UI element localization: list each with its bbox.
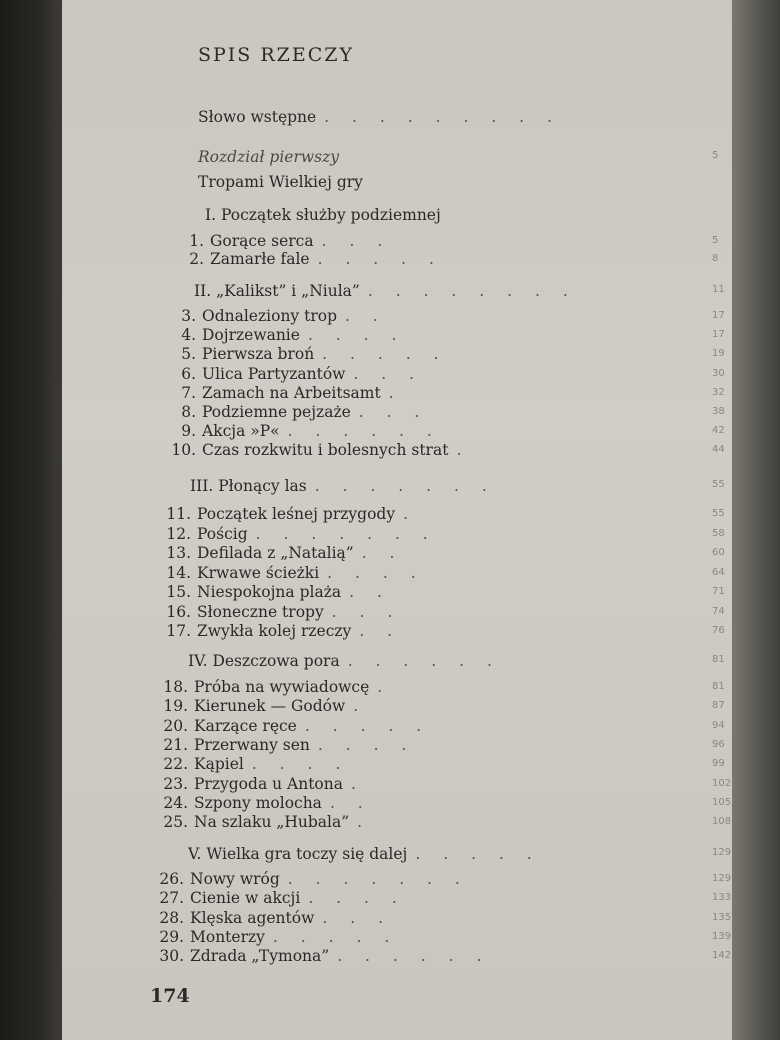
toc-entry xyxy=(162,441,470,459)
entry-title: Cienie w akcji xyxy=(190,889,301,907)
leader-dots: . . . xyxy=(353,365,424,383)
toc-entry xyxy=(157,603,401,621)
toc-entry xyxy=(157,622,401,640)
page-edge xyxy=(732,0,780,1040)
leader-dots: . . xyxy=(329,794,372,812)
page-ref: 102 xyxy=(712,778,732,789)
entry-title: Pierwsza broń xyxy=(202,345,315,363)
entry-title: Początek leśnej przygody xyxy=(197,505,396,523)
page-ref: 55 xyxy=(712,508,725,519)
entry-title: Monterzy xyxy=(190,928,265,946)
leader-dots: . . . . xyxy=(317,736,416,754)
toc-entry xyxy=(154,717,430,735)
entry-number: 27. xyxy=(159,889,184,907)
page-ref: 32 xyxy=(712,387,725,398)
toc-entry xyxy=(162,326,405,344)
entry-title: Rozdział pierwszy xyxy=(198,148,340,166)
entry-title: Kąpiel xyxy=(194,755,244,773)
entry-number: 26. xyxy=(159,870,184,888)
entry-title: Ulica Partyzantów xyxy=(202,365,346,383)
entry-title: V. Wielka gra toczy się dalej xyxy=(188,845,408,863)
entry-title: Zwykła kolej rzeczy xyxy=(197,622,352,640)
page-ref: 96 xyxy=(712,739,725,750)
entry-number: 29. xyxy=(159,928,184,946)
entry-number: 23. xyxy=(163,775,188,793)
toc-entry xyxy=(157,505,417,523)
leader-dots: . . xyxy=(359,622,402,640)
toc-entry xyxy=(157,544,403,562)
part-label xyxy=(198,148,339,166)
toc-entry xyxy=(170,250,443,268)
leader-dots: . xyxy=(350,775,365,793)
section-heading xyxy=(205,206,441,224)
entry-title: Na szlaku „Hubala” xyxy=(194,813,350,831)
page-ref: 19 xyxy=(712,348,725,359)
toc-entry xyxy=(154,678,391,696)
entry-number: 17. xyxy=(166,622,191,640)
leader-dots: . . . . . . . xyxy=(255,525,437,543)
page-ref: 44 xyxy=(712,444,725,455)
page-ref: 81 xyxy=(712,681,725,692)
entry-title: Słowo wstępne xyxy=(198,108,317,126)
entry-title: Tropami Wielkiej gry xyxy=(198,173,363,191)
leader-dots: . . . . . . xyxy=(287,422,441,440)
foreword-line xyxy=(198,108,561,126)
entry-title: III. Płonący las xyxy=(190,477,307,495)
page-ref: 64 xyxy=(712,567,725,578)
leader-dots: . . . xyxy=(358,403,429,421)
entry-title: Karzące ręce xyxy=(194,717,297,735)
page-ref: 42 xyxy=(712,425,725,436)
leader-dots: . xyxy=(388,384,403,402)
leader-dots: . . . . . . xyxy=(337,947,491,965)
entry-number: 7. xyxy=(181,384,196,402)
toc-entry xyxy=(157,564,425,582)
toc-entry xyxy=(162,365,423,383)
entry-number: 6. xyxy=(181,365,196,383)
leader-dots: . . . . . . xyxy=(347,652,501,670)
leader-dots: . xyxy=(456,441,471,459)
entry-title: Zamarłe fale xyxy=(210,250,310,268)
entry-title: Przygoda u Antona xyxy=(194,775,343,793)
page-ref: 30 xyxy=(712,368,725,379)
entry-number: 25. xyxy=(163,813,188,831)
leader-dots: . xyxy=(403,505,418,523)
entry-title: Szpony molocha xyxy=(194,794,322,812)
section-heading xyxy=(190,477,496,495)
leader-dots: . . xyxy=(361,544,404,562)
page-ref: 105 xyxy=(712,797,732,808)
toc-entry xyxy=(150,870,469,888)
entry-title: Zdrada „Tymona” xyxy=(190,947,330,965)
entry-title: I. Początek służby podziemnej xyxy=(205,206,441,224)
page-ref: 5 xyxy=(712,235,719,246)
leader-dots: . . . . . xyxy=(322,345,448,363)
entry-number: 14. xyxy=(166,564,191,582)
page-ref: 139 xyxy=(712,931,732,942)
entry-title: Odnaleziony trop xyxy=(202,307,337,325)
page-ref: 55 xyxy=(712,479,725,490)
entry-title: Zamach na Arbeitsamt xyxy=(202,384,381,402)
leader-dots: . . xyxy=(345,307,387,325)
leader-dots: . . . . . . . xyxy=(314,477,496,495)
page-ref: 99 xyxy=(712,758,725,769)
entry-title: Gorące serca xyxy=(210,232,314,250)
entry-number: 9. xyxy=(181,422,196,440)
entry-title: Kierunek — Godów xyxy=(194,697,346,715)
page-ref: 11 xyxy=(712,284,725,295)
entry-number: 24. xyxy=(163,794,188,812)
page-ref: 8 xyxy=(712,253,719,264)
entry-number: 19. xyxy=(163,697,188,715)
entry-number: 21. xyxy=(163,736,188,754)
toc-entry xyxy=(162,422,441,440)
page-ref: 129 xyxy=(712,873,732,884)
entry-title: Klęska agentów xyxy=(190,909,315,927)
entry-title: Pościg xyxy=(197,525,248,543)
entry-title: II. „Kalikst” i „Niula” xyxy=(194,282,360,300)
entry-number: 10. xyxy=(171,441,196,459)
leader-dots: . . . . . . . . . xyxy=(324,108,561,126)
toc-entry xyxy=(162,307,387,325)
entry-number: 18. xyxy=(163,678,188,696)
entry-number: 16. xyxy=(166,603,191,621)
leader-dots: . xyxy=(377,678,392,696)
leader-dots: . . . . xyxy=(307,326,406,344)
toc-entry xyxy=(162,384,403,402)
leader-dots: . . . . . xyxy=(415,845,541,863)
section-heading xyxy=(188,845,541,863)
leader-dots: . . . . . xyxy=(317,250,443,268)
entry-title: Czas rozkwitu i bolesnych strat xyxy=(202,441,449,459)
section-heading xyxy=(194,282,577,300)
toc-entry xyxy=(154,755,349,773)
toc-entry xyxy=(150,889,406,907)
entry-number: 8. xyxy=(181,403,196,421)
leader-dots: . . . . xyxy=(327,564,425,582)
entry-number: 28. xyxy=(159,909,184,927)
leader-dots: . xyxy=(357,813,372,831)
book-spine-shadow xyxy=(0,0,70,1040)
entry-number: 11. xyxy=(166,505,191,523)
page-title: SPIS RZECZY xyxy=(198,44,355,66)
entry-number: 22. xyxy=(163,755,188,773)
toc-entry xyxy=(162,345,448,363)
page-ref: 58 xyxy=(712,528,725,539)
leader-dots: . . xyxy=(349,583,391,601)
toc-entry xyxy=(154,794,372,812)
page-ref: 94 xyxy=(712,720,725,731)
entry-number: 13. xyxy=(166,544,191,562)
toc-entry xyxy=(157,525,437,543)
page-ref: 74 xyxy=(712,606,725,617)
page-ref: 135 xyxy=(712,912,732,923)
page-ref: 133 xyxy=(712,892,732,903)
leader-dots: . . . . xyxy=(308,889,406,907)
page-ref: 38 xyxy=(712,406,725,417)
page-ref: 17 xyxy=(712,310,725,321)
page-ref: 71 xyxy=(712,586,725,597)
leader-dots: . . . xyxy=(331,603,402,621)
entry-title: Przerwany sen xyxy=(194,736,310,754)
entry-title: IV. Deszczowa pora xyxy=(188,652,340,670)
page-ref: 5 xyxy=(712,150,719,161)
page-ref: 60 xyxy=(712,547,725,558)
part-title xyxy=(198,173,363,191)
entry-number: 3. xyxy=(181,307,196,325)
page-ref: 76 xyxy=(712,625,725,636)
entry-title: Słoneczne tropy xyxy=(197,603,324,621)
leader-dots: . . . . xyxy=(251,755,350,773)
leader-dots: . . . . . xyxy=(272,928,399,946)
entry-number: 1. xyxy=(189,232,204,250)
entry-number: 2. xyxy=(189,250,204,268)
toc-entry xyxy=(154,736,415,754)
toc-entry xyxy=(154,697,367,715)
toc-entry xyxy=(157,583,391,601)
entry-title: Krwawe ścieżki xyxy=(197,564,320,582)
page-ref: 81 xyxy=(712,654,725,665)
section-heading xyxy=(188,652,501,670)
entry-title: Niespokojna plaża xyxy=(197,583,342,601)
entry-number: 4. xyxy=(181,326,196,344)
entry-number: 15. xyxy=(166,583,191,601)
toc-entry xyxy=(150,909,392,927)
entry-title: Defilada z „Natalią” xyxy=(197,544,354,562)
page-ref: 142 xyxy=(712,950,732,961)
entry-title: Dojrzewanie xyxy=(202,326,300,344)
page-ref: 17 xyxy=(712,329,725,340)
entry-number: 30. xyxy=(159,947,184,965)
page-ref: 129 xyxy=(712,847,732,858)
entry-title: Podziemne pejzaże xyxy=(202,403,351,421)
toc-entry xyxy=(170,232,391,250)
entry-number: 12. xyxy=(166,525,191,543)
leader-dots: . . . . . . . . xyxy=(367,282,577,300)
entry-title: Nowy wróg xyxy=(190,870,280,888)
page-number: 174 xyxy=(150,985,190,1007)
leader-dots: . . . xyxy=(322,909,393,927)
leader-dots: . xyxy=(353,697,368,715)
page-ref: 87 xyxy=(712,700,725,711)
entry-number: 20. xyxy=(163,717,188,735)
leader-dots: . . . xyxy=(321,232,392,250)
toc-entry xyxy=(154,813,371,831)
leader-dots: . . . . . xyxy=(304,717,431,735)
leader-dots: . . . . . . . xyxy=(287,870,469,888)
toc-entry xyxy=(150,928,398,946)
toc-entry xyxy=(162,403,428,421)
entry-number: 5. xyxy=(181,345,196,363)
page-ref: 108 xyxy=(712,816,732,827)
toc-entry xyxy=(154,775,365,793)
toc-entry xyxy=(150,947,490,965)
entry-title: Akcja »P« xyxy=(202,422,280,440)
entry-title: Próba na wywiadowcę xyxy=(194,678,370,696)
